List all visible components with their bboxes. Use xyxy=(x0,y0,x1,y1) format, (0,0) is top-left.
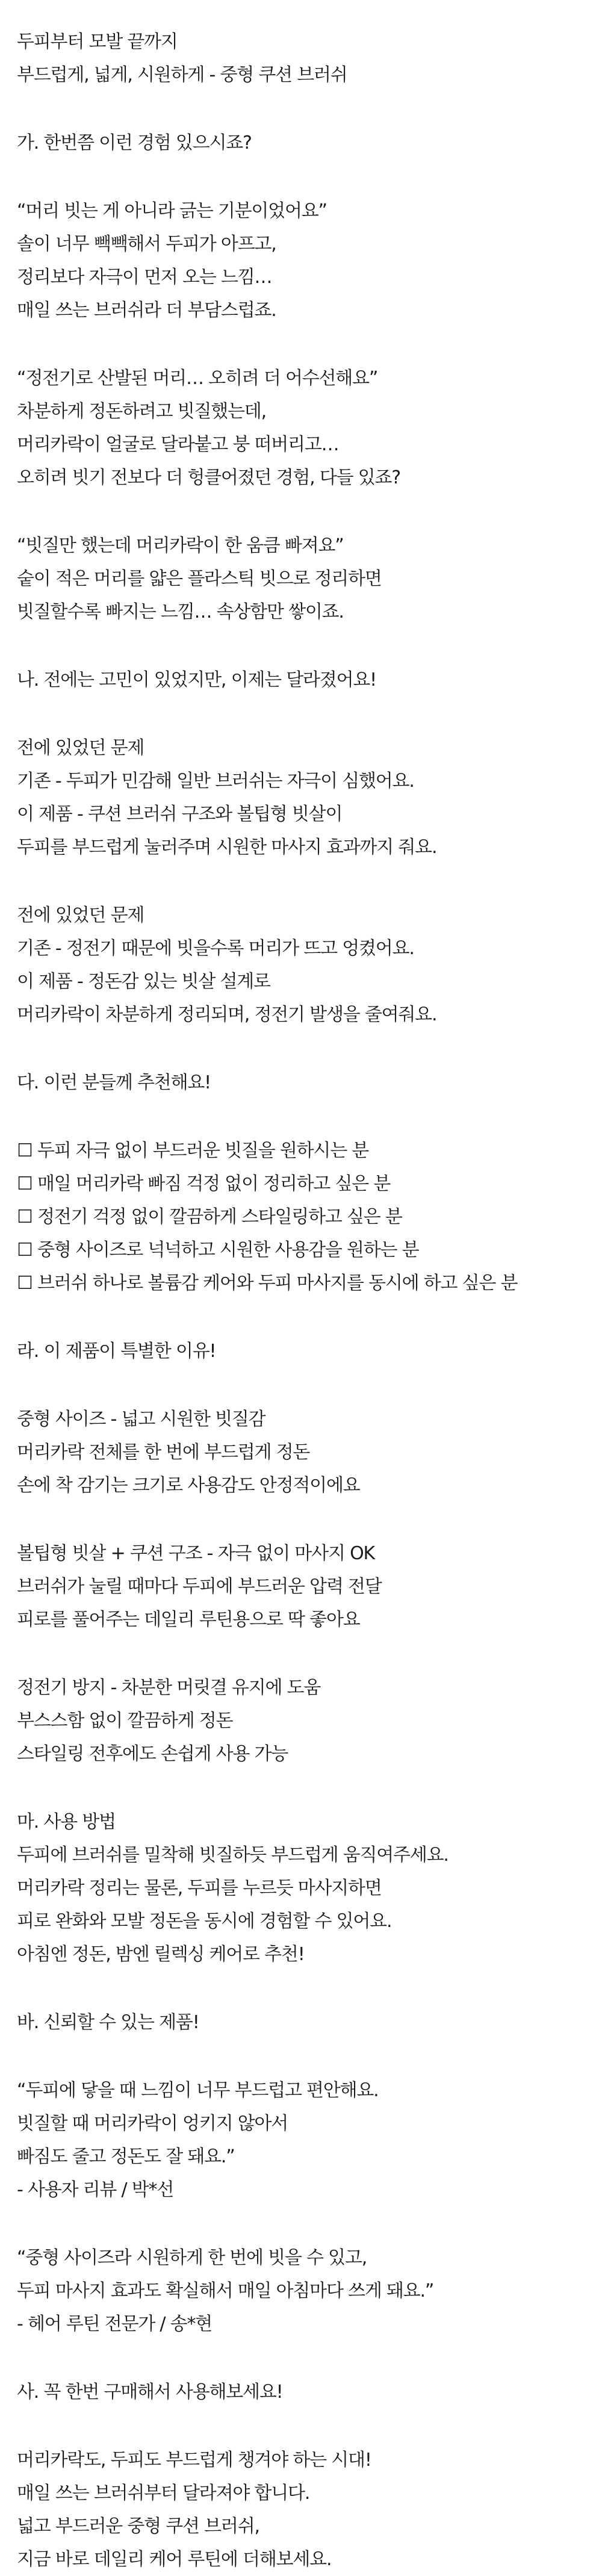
text-line: “머리 빗는 게 아니라 긁는 기분이었어요” xyxy=(17,200,327,222)
text-line: 부드럽게, 넓게, 시원하게 - 중형 쿠션 브러쉬 xyxy=(17,64,347,85)
text-line: 머리카락 정리는 물론, 두피를 누르듯 마사지하면 xyxy=(17,1878,382,1899)
text-line: “두피에 닿을 때 느낌이 너무 부드럽고 편안해요. xyxy=(17,2080,379,2101)
usage-section xyxy=(17,1805,602,1971)
text-line: 두피부터 모발 끝까지 xyxy=(17,31,178,52)
checklist-item: ☐ 매일 머리카락 빠짐 걱정 없이 정리하고 싶은 분 xyxy=(17,1173,391,1194)
text-line: 브러쉬가 눌릴 때마다 두피에 부드러운 압력 전달 xyxy=(17,1576,382,1597)
text-line: 전에 있었던 문제 xyxy=(17,905,144,926)
section-heading: 사. 꼭 한번 구매해서 사용해보세요! xyxy=(17,2382,283,2403)
section-heading-cta xyxy=(17,2376,602,2409)
text-line: 빗질할수록 빠지는 느낌… 속상함만 쌓이죠. xyxy=(17,601,344,622)
text-line: 머리카락도, 두피도 부드럽게 챙겨야 하는 시대! xyxy=(17,2450,371,2471)
pain-point-paragraph xyxy=(17,194,602,327)
text-line: “중형 사이즈라 시원하게 한 번에 빗을 수 있고, xyxy=(17,2247,367,2268)
feature-paragraph xyxy=(17,1671,602,1771)
text-line: 이 제품 - 쿠션 브러쉬 구조와 볼팁형 빗살이 xyxy=(17,804,343,825)
recommend-checklist xyxy=(17,1134,602,1300)
text-line: “정전기로 산발된 머리… 오히려 더 어수선해요” xyxy=(17,368,378,389)
text-line: 머리카락 전체를 한 번에 부드럽게 정돈 xyxy=(17,1442,310,1463)
text-line: 정리보다 자극이 먼저 오는 느낌… xyxy=(17,267,272,288)
review-quote xyxy=(17,2241,602,2341)
pain-point-paragraph xyxy=(17,529,602,628)
feature-paragraph xyxy=(17,1537,602,1636)
text-line: 손에 착 감기는 크기로 사용감도 안정적이에요 xyxy=(17,1475,360,1496)
before-after-paragraph xyxy=(17,899,602,1031)
section-heading: 바. 신뢰할 수 있는 제품! xyxy=(17,2012,199,2033)
text-line: 숱이 적은 머리를 얇은 플라스틱 빗으로 정리하면 xyxy=(17,568,382,589)
text-line: 피로를 풀어주는 데일리 루틴용으로 딱 좋아요 xyxy=(17,1609,360,1630)
text-line: 피로 완화와 모발 정돈을 동시에 경험할 수 있어요. xyxy=(17,1911,392,1932)
pain-point-paragraph xyxy=(17,362,602,494)
text-line: 전에 있었던 문제 xyxy=(17,737,144,759)
text-line: 두피 마사지 효과도 확실해서 매일 아침마다 쓰게 돼요.” xyxy=(17,2280,434,2301)
review-author: - 헤어 루틴 전문가 / 송*현 xyxy=(17,2314,213,2335)
section-heading: 마. 사용 방법 xyxy=(17,1811,116,1833)
text-line: 오히려 빗기 전보다 더 헝클어졌던 경험, 다들 있죠? xyxy=(17,467,401,488)
text-line: 기존 - 두피가 민감해 일반 브러쉬는 자극이 심했어요. xyxy=(17,771,414,792)
checklist-item: ☐ 정전기 걱정 없이 깔끔하게 스타일링하고 싶은 분 xyxy=(17,1206,402,1227)
closing-paragraph xyxy=(17,2444,602,2576)
text-line: 넓고 부드러운 중형 쿠션 브러쉬, xyxy=(17,2516,259,2537)
section-heading-before-after xyxy=(17,663,602,697)
text-line: 아침엔 정돈, 밤엔 릴렉싱 케어로 추천! xyxy=(17,1944,305,1965)
text-line: 솔이 너무 빽빽해서 두피가 아프고, xyxy=(17,234,276,255)
text-line: 정전기 방지 - 차분한 머릿결 유지에 도움 xyxy=(17,1677,321,1698)
section-heading-experience xyxy=(17,126,602,160)
section-heading: 나. 전에는 고민이 있었지만, 이제는 달라졌어요! xyxy=(17,669,376,691)
checklist-item: ☐ 두피 자극 없이 부드러운 빗질을 원하시는 분 xyxy=(17,1140,369,1161)
review-quote xyxy=(17,2074,602,2206)
text-line: 스타일링 전후에도 손쉽게 사용 가능 xyxy=(17,1743,288,1764)
text-line: 차분하게 정돈하려고 빗질했는데, xyxy=(17,401,266,422)
text-line: 두피에 브러쉬를 밀착해 빗질하듯 부드럽게 움직여주세요. xyxy=(17,1845,448,1866)
text-line: 빗질할 때 머리카락이 엉키지 않아서 xyxy=(17,2113,288,2134)
text-line: 두피를 부드럽게 눌러주며 시원한 마사지 효과까지 줘요. xyxy=(17,837,437,858)
text-line: 매일 쓰는 브러쉬라 더 부담스럽죠. xyxy=(17,300,276,321)
section-heading: 다. 이런 분들께 추천해요! xyxy=(17,1072,211,1093)
text-line: 빠짐도 줄고 정돈도 잘 돼요.” xyxy=(17,2146,235,2167)
text-line: 이 제품 - 정돈감 있는 빗살 설계로 xyxy=(17,971,270,992)
text-line: 머리카락이 얼굴로 달라붙고 붕 떠버리고… xyxy=(17,434,339,455)
section-heading-trust xyxy=(17,2006,602,2039)
text-line: 기존 - 정전기 때문에 빗을수록 머리가 뜨고 엉켰어요. xyxy=(17,938,414,959)
text-line: “빗질만 했는데 머리카락이 한 움큼 빠져요” xyxy=(17,535,344,556)
review-author: - 사용자 리뷰 / 박*선 xyxy=(17,2179,174,2200)
intro-headline xyxy=(17,25,602,92)
text-line: 머리카락이 차분하게 정리되며, 정전기 발생을 줄여줘요. xyxy=(17,1004,437,1025)
section-heading-special xyxy=(17,1335,602,1368)
text-line: 볼팁형 빗살 + 쿠션 구조 - 자극 없이 마사지 OK xyxy=(17,1543,374,1564)
feature-paragraph xyxy=(17,1403,602,1502)
section-heading: 라. 이 제품이 특별한 이유! xyxy=(17,1341,216,1362)
text-line: 지금 바로 데일리 케어 루틴에 더해보세요. xyxy=(17,2549,332,2570)
text-line: 중형 사이즈 - 넓고 시원한 빗질감 xyxy=(17,1409,265,1430)
section-heading-recommend xyxy=(17,1066,602,1099)
checklist-item: ☐ 브러쉬 하나로 볼륨감 케어와 두피 마사지를 동시에 하고 싶은 분 xyxy=(17,1273,518,1294)
checklist-item: ☐ 중형 사이즈로 넉넉하고 시원한 사용감을 원하는 분 xyxy=(17,1240,419,1261)
text-line: 부스스함 없이 깔끔하게 정돈 xyxy=(17,1710,233,1731)
section-heading: 가. 한번쯤 이런 경험 있으시죠? xyxy=(17,132,252,154)
before-after-paragraph xyxy=(17,731,602,864)
text-line: 매일 쓰는 브러쉬부터 달라져야 합니다. xyxy=(17,2483,310,2504)
